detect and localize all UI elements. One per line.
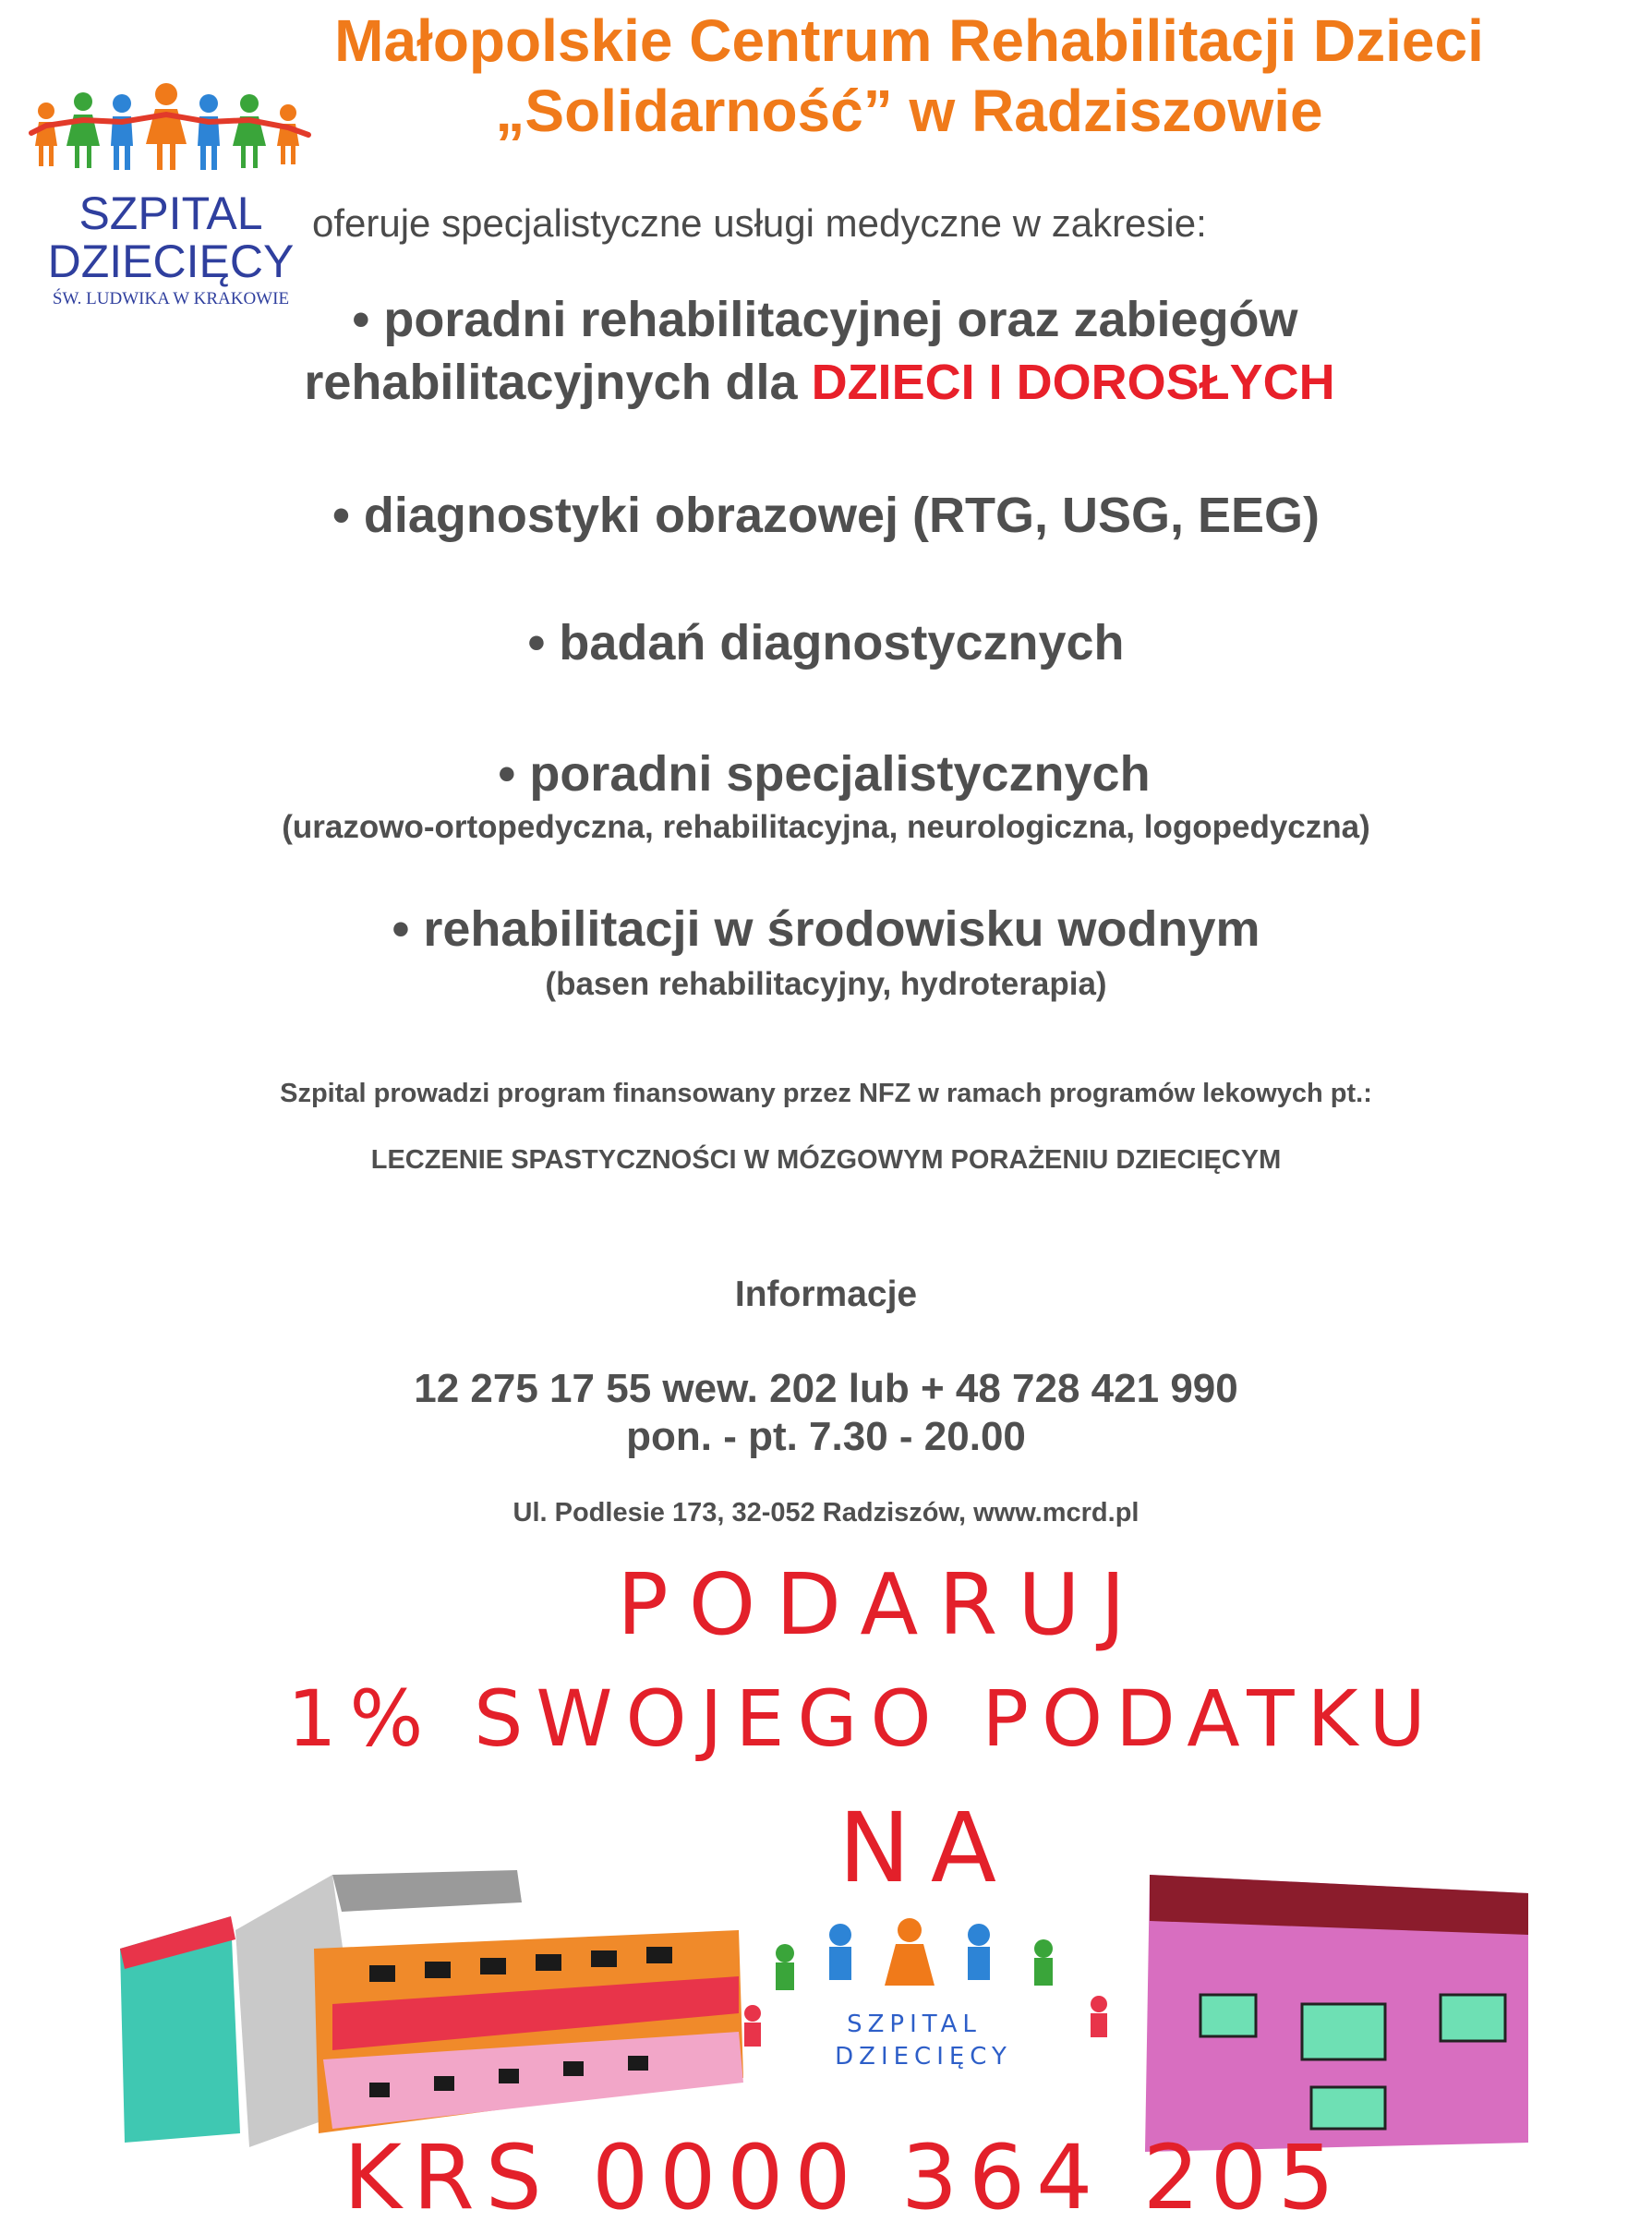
contact-address: Ul. Podlesie 173, 32-052 Radziszów, www.mcrd.pl — [512, 1498, 1140, 1528]
program-intro: Szpital prowadzi program finansowany przez NFZ w ramach programów lekowych pt.: — [280, 1079, 1372, 1108]
donation-line-3: NA — [838, 1792, 1017, 1904]
logo-text-dzieciecy: DZIECIĘCY — [47, 235, 295, 287]
service-specialist-clinics: • poradni specjalistycznych — [498, 746, 1151, 802]
logo-text-subtitle: ŚW. LUDWIKA W KRAKOWIE — [52, 289, 290, 308]
service-specialist-clinics-detail: (urazowo-ortopedyczna, rehabilitacyjna, neurologiczna, logopedyczna) — [282, 809, 1370, 845]
page-title — [83, 6, 1652, 146]
highlight-children-adults: DZIECI I DOROSŁYCH — [811, 355, 1335, 410]
service-water-rehab-detail: (basen rehabilitacyjny, hydroterapia) — [545, 966, 1107, 1002]
service-rehabilitation-line2 — [0, 351, 1652, 414]
service-water-rehab: • rehabilitacji w środowisku wodnym — [392, 901, 1260, 957]
donation-line-1: PODARUJ — [617, 1555, 1146, 1654]
donation-line-2: 1% SWOJEGO PODATKU — [287, 1673, 1439, 1764]
service-diagnostics: • badań diagnostycznych — [527, 615, 1125, 670]
krs-number: KRS 0000 364 205 — [344, 2126, 1345, 2229]
contact-phone: 12 275 17 55 wew. 202 lub + 48 728 421 990 — [414, 1366, 1238, 1411]
contact-hours: pon. - pt. 7.30 - 20.00 — [626, 1414, 1026, 1459]
hospital-drawing — [0, 1866, 1652, 2152]
drawing-logo-dzieciecy: DZIECIĘCY — [835, 2043, 1012, 2071]
title-line-1: Małopolskie Centrum Rehabilitacji Dzieci — [334, 7, 1484, 74]
service-imaging: • diagnostyki obrazowej (RTG, USG, EEG) — [332, 488, 1320, 543]
children-chain-icon — [28, 81, 314, 183]
logo-text-szpital: SZPITAL — [78, 187, 263, 239]
title-line-2: „Solidarność” w Radziszowie — [495, 78, 1323, 144]
service-rehabilitation-line1: • poradni rehabilitacyjnej oraz zabiegów — [352, 292, 1298, 347]
service-rehabilitation-prefix: rehabilitacyjnych dla — [304, 355, 812, 410]
service-rehabilitation — [0, 288, 1652, 414]
drawing-logo-szpital: SZPITAL — [847, 2011, 982, 2038]
program-name: LECZENIE SPASTYCZNOŚCI W MÓZGOWYM PORAŻENIU DZIECIĘCYM — [370, 1145, 1282, 1175]
contact-heading: Informacje — [734, 1274, 918, 1314]
intro-text: oferuje specjalistyczne usługi medyczne w zakresie: — [312, 201, 1207, 245]
hospital-logo — [28, 81, 314, 312]
